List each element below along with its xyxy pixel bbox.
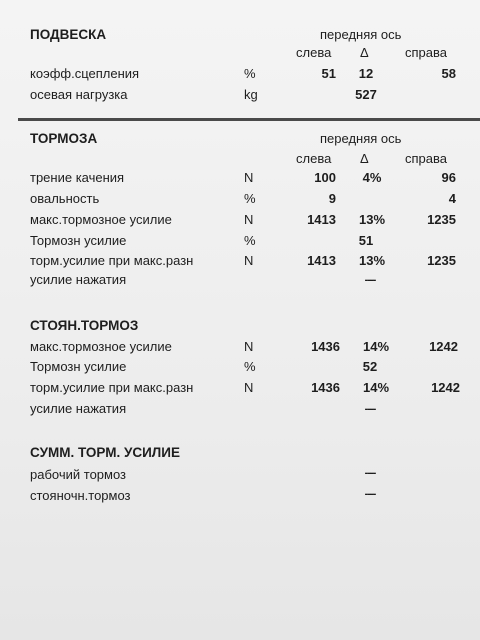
- row-label: макс.тормозное усилие: [30, 339, 172, 354]
- row-label: трение качения: [30, 170, 125, 185]
- row-right-value: 58: [441, 66, 456, 81]
- row-label: макс.тормозное усилие: [30, 212, 172, 227]
- row-right-value: 96: [441, 170, 456, 185]
- row-left-value: 9: [328, 191, 336, 206]
- row-label: осевая нагрузка: [30, 87, 128, 102]
- row-delta-value: 13%: [358, 253, 386, 268]
- row-delta-value: ----: [364, 274, 376, 286]
- row-label: усилие нажатия: [30, 401, 127, 416]
- row-right-value: 1242: [429, 339, 458, 354]
- row-label: торм.усилие при макс.разн: [30, 380, 194, 395]
- row-delta-value: ----: [364, 488, 376, 500]
- row-left-value: 1413: [307, 253, 336, 268]
- row-delta-value: 51: [358, 233, 374, 248]
- row-label: Тормозн усилие: [30, 359, 127, 374]
- row-label: Тормозн усилие: [30, 233, 127, 248]
- row-delta-value: 52: [362, 359, 378, 374]
- row-unit: N: [244, 253, 254, 268]
- row-label: коэфф.сцепления: [30, 66, 140, 81]
- suspension-col-right: справа: [405, 45, 447, 60]
- row-delta-value: 12: [358, 66, 374, 81]
- row-unit: %: [244, 191, 256, 206]
- parking-title: СТОЯН.ТОРМОЗ: [30, 318, 139, 333]
- row-unit: %: [244, 66, 256, 81]
- row-unit: N: [244, 170, 254, 185]
- row-unit: N: [244, 339, 254, 354]
- row-delta-value: 527: [355, 87, 377, 102]
- row-left-value: 100: [314, 170, 336, 185]
- brakes-axle-header: передняя ось: [320, 131, 402, 146]
- suspension-axle-header: передняя ось: [320, 27, 402, 42]
- brakes-col-right: справа: [405, 151, 447, 166]
- row-left-value: 1413: [307, 212, 336, 227]
- total-title: СУММ. ТОРМ. УСИЛИЕ: [30, 445, 180, 460]
- section-divider: [18, 118, 480, 121]
- brakes-title: ТОРМОЗА: [30, 131, 98, 146]
- brakes-col-delta: Δ: [360, 151, 369, 166]
- row-delta-value: 14%: [362, 380, 390, 395]
- row-left-value: 1436: [311, 339, 340, 354]
- row-left-value: 51: [321, 66, 336, 81]
- row-unit: %: [244, 359, 256, 374]
- row-label: овальность: [30, 191, 100, 206]
- row-unit: kg: [244, 87, 258, 102]
- row-delta-value: ----: [364, 467, 376, 479]
- row-delta-value: ----: [364, 403, 376, 415]
- row-left-value: 1436: [311, 380, 340, 395]
- row-delta-value: 14%: [362, 339, 390, 354]
- row-unit: N: [244, 212, 254, 227]
- row-right-value: 1242: [431, 380, 460, 395]
- suspension-title: ПОДВЕСКА: [30, 27, 107, 42]
- brakes-col-left: слева: [296, 151, 332, 166]
- row-unit: N: [244, 380, 254, 395]
- row-label: стояночн.тормоз: [30, 488, 131, 503]
- row-right-value: 4: [448, 191, 456, 206]
- suspension-col-delta: Δ: [360, 45, 369, 60]
- row-delta-value: 4%: [362, 170, 382, 185]
- row-right-value: 1235: [427, 253, 456, 268]
- row-right-value: 1235: [427, 212, 456, 227]
- row-label: торм.усилие при макс.разн: [30, 253, 194, 268]
- row-delta-value: 13%: [358, 212, 386, 227]
- row-unit: %: [244, 233, 256, 248]
- row-label: рабочий тормоз: [30, 467, 127, 482]
- row-label: усилие нажатия: [30, 272, 127, 287]
- suspension-col-left: слева: [296, 45, 332, 60]
